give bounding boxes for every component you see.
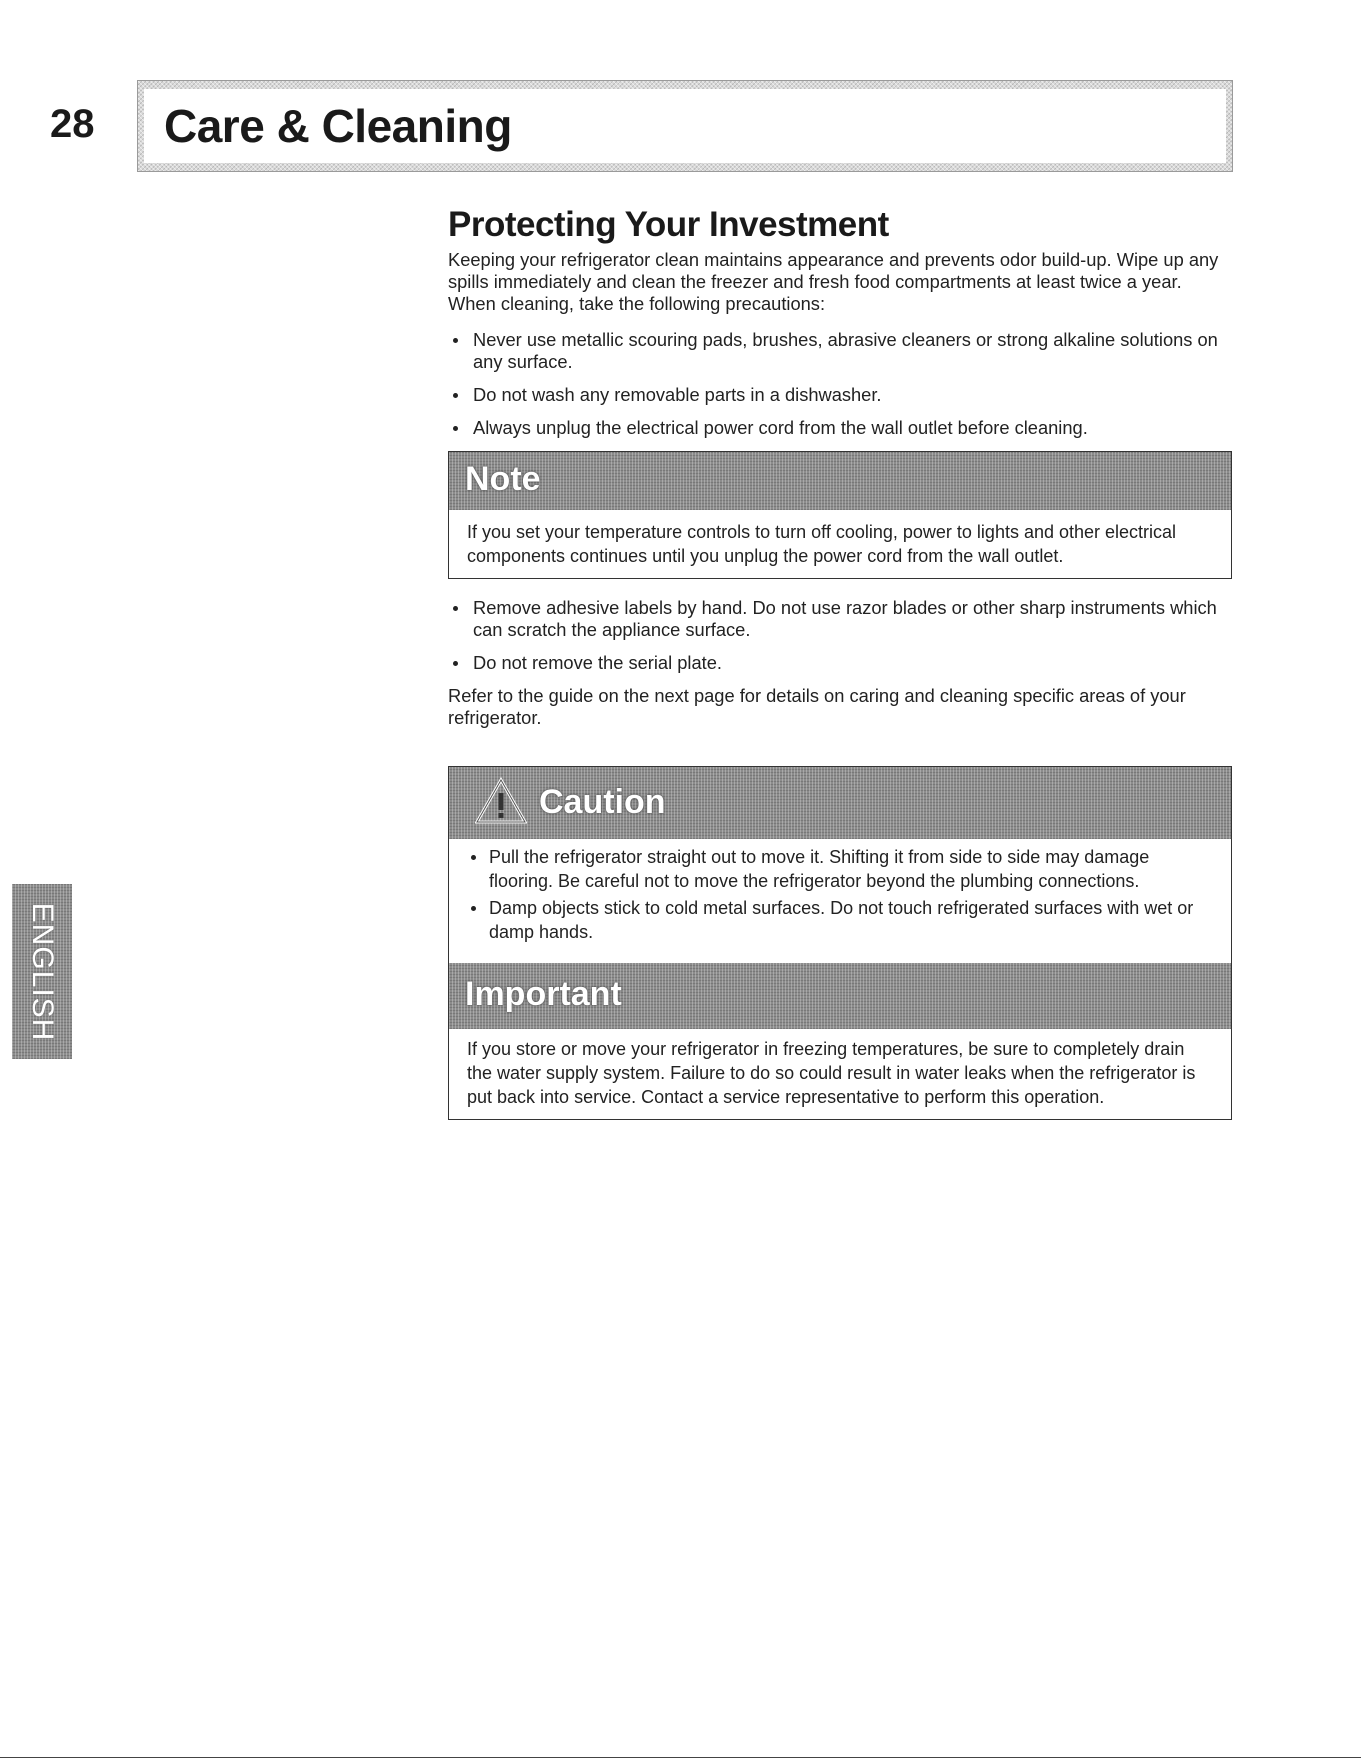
list-item: Do not wash any removable parts in a dishwasher. [448, 384, 1232, 406]
precautions-list [448, 329, 1232, 439]
caution-list [467, 845, 1213, 944]
section-title: Care & Cleaning [164, 100, 512, 152]
caution-label: Caution [539, 783, 666, 821]
caution-box [448, 766, 1232, 1120]
page-bottom-rule [0, 1757, 1361, 1758]
note-label: Note [465, 460, 541, 498]
list-item: Damp objects stick to cold metal surfaces. Do not touch refrigerated surfaces with wet or damp hands. [467, 896, 1213, 944]
caution-header [449, 767, 1231, 839]
main-content [448, 205, 1232, 1120]
list-item: Pull the refrigerator straight out to move it. Shifting it from side to side may damage flooring. Be careful not to move the refrigerator beyond the plumbing connections. [467, 845, 1213, 893]
list-item: Do not remove the serial plate. [448, 652, 1232, 674]
intro-paragraph: Keeping your refrigerator clean maintains appearance and prevents odor build-up. Wipe up any spills immediately and clean the freezer and fresh food compartments at least twice a year. When cleaning, take the following precautions: [448, 249, 1219, 314]
section-header [137, 80, 1233, 172]
warning-triangle-icon [475, 777, 527, 825]
caution-text [449, 839, 1231, 957]
refer-paragraph: Refer to the guide on the next page for details on caring and cleaning specific areas of your refrigerator. [448, 685, 1186, 728]
subsection-title: Protecting Your Investment [448, 205, 889, 244]
page-number: 28 [50, 102, 95, 146]
note-header [449, 452, 1231, 510]
more-precautions-list [448, 597, 1232, 674]
list-item: Never use metallic scouring pads, brushes, abrasive cleaners or strong alkaline solutions on any surface. [448, 329, 1232, 373]
section-header-inner [144, 89, 1226, 163]
note-box [448, 451, 1232, 579]
important-label: Important [465, 975, 622, 1013]
note-text: If you set your temperature controls to turn off cooling, power to lights and other electrical components continues until you unplug the power cord from the wall outlet. [467, 522, 1177, 566]
language-side-tab [12, 884, 72, 1059]
language-tab-label: ENGLISH [26, 902, 59, 1041]
list-item: Remove adhesive labels by hand. Do not use razor blades or other sharp instruments which can scratch the appliance surface. [448, 597, 1232, 641]
list-item: Always unplug the electrical power cord from the wall outlet before cleaning. [448, 417, 1232, 439]
important-header [449, 963, 1231, 1029]
important-text: If you store or move your refrigerator in freezing temperatures, be sure to completely drain the water supply system. Failure to do so could result in water leaks when the refrigerator is put back into service. Contact a service representative to perform this operation. [467, 1039, 1196, 1107]
